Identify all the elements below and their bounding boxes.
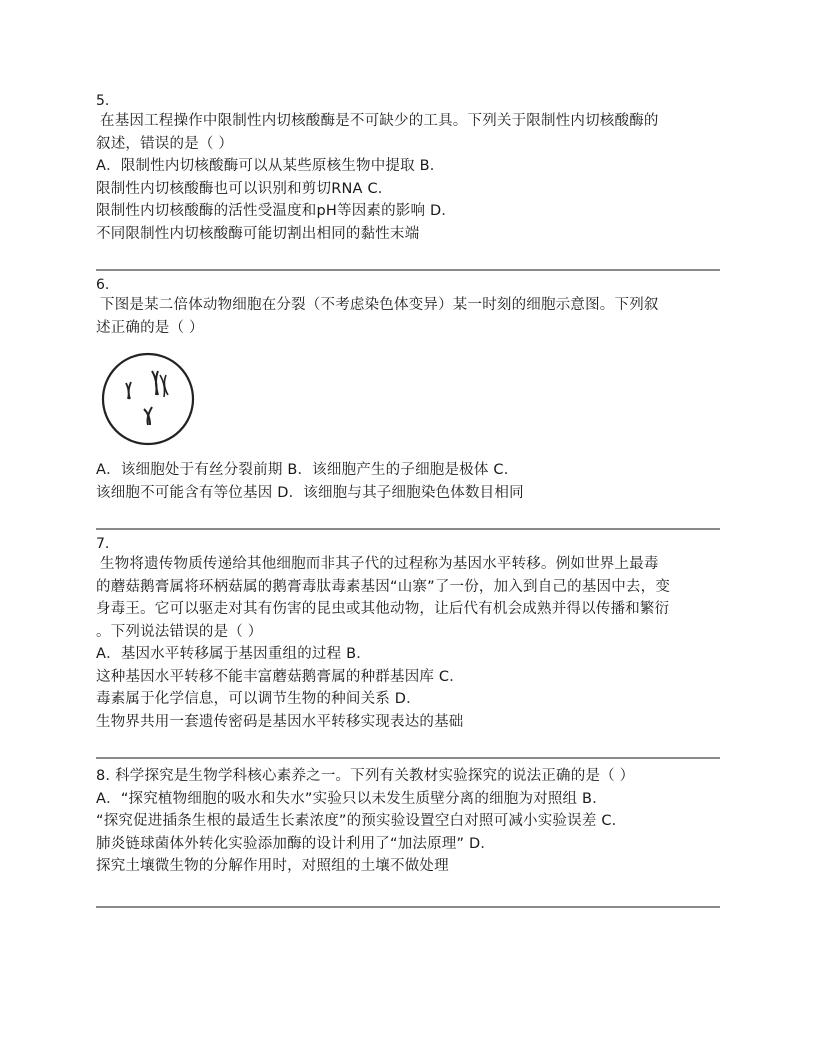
- option-line: 限制性内切核酸酶也可以识别和剪切RNA C．: [96, 180, 393, 197]
- option-line: 肺炎链球菌体外转化实验添加酶的设计利用了“加法原理” D．: [96, 835, 496, 852]
- option-line: 这种基因水平转移不能丰富蘑菇鹅膏属的种群基因库 C．: [96, 668, 464, 685]
- option-line: 限制性内切核酸酶的活性受温度和pH等因素的影响 D．: [96, 203, 457, 219]
- separator-rule: [96, 906, 720, 908]
- question-stem-line: 。下列说法错误的是（ ）: [96, 623, 263, 640]
- option-line: 探究土壤微生物的分解作用时，对照组的土壤不做处理: [96, 858, 449, 874]
- option-line: 毒素属于化学信息，可以调节生物的种间关系 D．: [96, 691, 421, 707]
- question-stem-line: [96, 765, 720, 788]
- question-stem-line: 生物将遗传物质传递给其他细胞而非其子代的过程称为基因水平转移。例如世界上最毒: [100, 556, 659, 572]
- question-7: [96, 535, 720, 733]
- option-line: 生物界共用一套遗传密码是基因水平转移实现表达的基础: [96, 713, 464, 730]
- option-line: “探究促进插条生根的最适生长素浓度”的预实验设置空白对照可减小实验误差 C．: [96, 813, 627, 829]
- question-number: 7.: [96, 536, 110, 552]
- option-line: 该细胞不可能含有等位基因 D．该细胞与其子细胞染色体数目相同: [96, 484, 524, 501]
- cell-icon: [100, 351, 196, 447]
- question-number: 6.: [96, 277, 110, 293]
- cell-division-diagram: [100, 351, 196, 447]
- question-stem-line: 叙述，错误的是（ ）: [96, 135, 234, 152]
- question-list: [96, 92, 720, 908]
- question-stem-text: 科学探究是生物学科核心素养之一。下列有关教材实验探究的说法正确的是（ ）: [115, 768, 635, 784]
- question-stem-line: 在基因工程操作中限制性内切核酸酶是不可缺少的工具。下列关于限制性内切核酸酶的: [100, 113, 659, 129]
- question-5: [96, 92, 720, 245]
- option-line: A．基因水平转移属于基因重组的过程 B．: [96, 646, 371, 662]
- question-stem-line: 述正确的是（ ）: [96, 319, 204, 336]
- question-number: 5.: [96, 93, 110, 109]
- question-6: [96, 276, 720, 504]
- option-line: 不同限制性内切核酸酶可能切割出相同的黏性末端: [96, 225, 420, 242]
- question-stem-line: 下图是某二倍体动物细胞在分裂（不考虑染色体变异）某一时刻的细胞示意图。下列叙: [100, 297, 659, 313]
- question-stem-line: 身毒王。它可以驱走对其有伤害的昆虫或其他动物，让后代有机会成熟并得以传播和繁衍: [96, 601, 670, 617]
- option-line: A．限制性内切核酸酶可以从某些原核生物中提取 B．: [96, 158, 445, 174]
- option-line: A．该细胞处于有丝分裂前期 B．该细胞产生的子细胞是极体 C．: [96, 462, 519, 478]
- separator-rule: [96, 269, 720, 271]
- separator-rule: [96, 757, 720, 759]
- separator-rule: [96, 528, 720, 530]
- question-number: 8.: [96, 768, 111, 784]
- question-8: [96, 765, 720, 878]
- question-stem-line: 的蘑菇鹅膏属将环柄菇属的鹅膏毒肽毒素基因“山寨”了一份，加入到自己的基因中去，变: [96, 578, 671, 595]
- option-line: A．“探究植物细胞的吸水和失水”实验只以未发生质壁分离的细胞为对照组 B．: [96, 790, 607, 807]
